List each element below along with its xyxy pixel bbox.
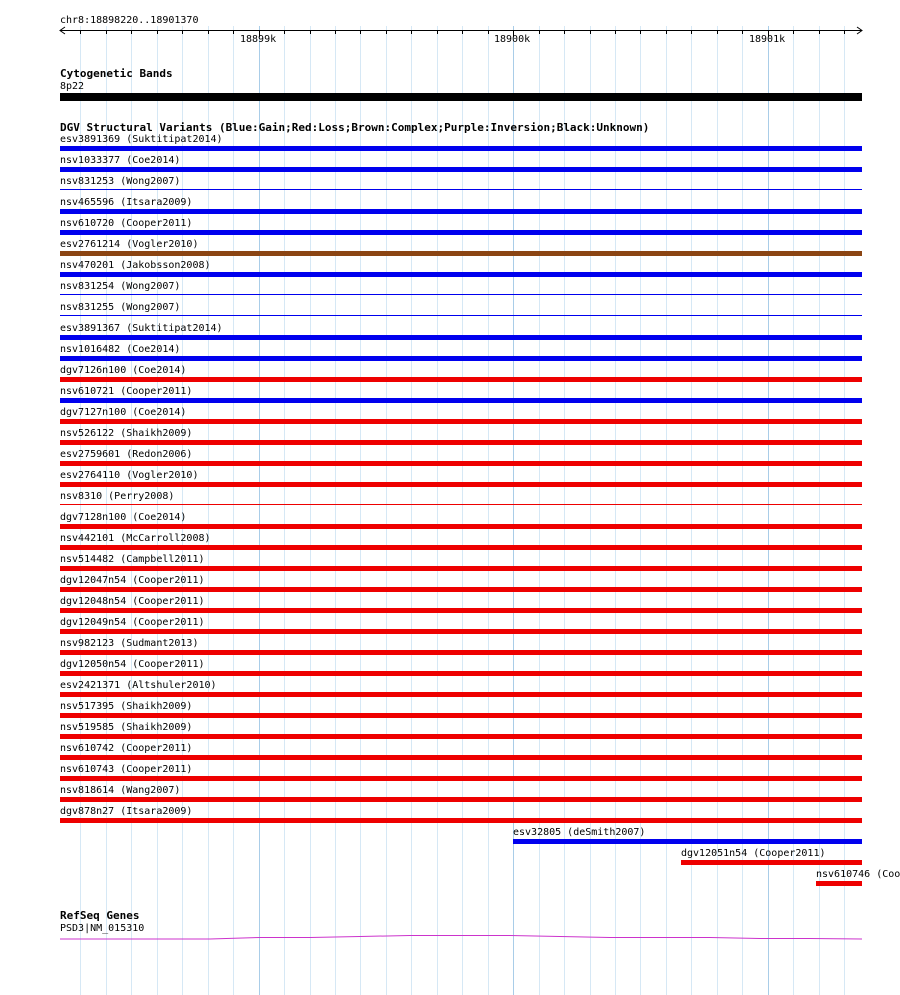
variant-bar[interactable] bbox=[60, 377, 862, 382]
variant-bar[interactable] bbox=[60, 482, 862, 487]
variant-bar[interactable] bbox=[60, 818, 862, 823]
location-label: chr8:18898220..18901370 bbox=[60, 15, 199, 26]
cytoband-label[interactable]: 8p22 bbox=[60, 81, 85, 92]
variant-label[interactable]: nsv526122 (Shaikh2009) bbox=[60, 428, 193, 439]
variant-label[interactable]: dgv12049n54 (Cooper2011) bbox=[60, 617, 205, 628]
variant-label[interactable]: nsv610743 (Cooper2011) bbox=[60, 764, 193, 775]
variant-bar[interactable] bbox=[60, 776, 862, 781]
variant-bar[interactable] bbox=[513, 839, 862, 844]
variant-bar[interactable] bbox=[60, 692, 862, 697]
variant-bar[interactable] bbox=[60, 419, 862, 424]
variant-bar[interactable] bbox=[60, 650, 862, 655]
variant-label[interactable]: esv2421371 (Altshuler2010) bbox=[60, 680, 217, 691]
variant-bar[interactable] bbox=[60, 315, 862, 316]
variant-bar[interactable] bbox=[60, 440, 862, 445]
refseq-track-title[interactable]: RefSeq Genes bbox=[60, 909, 140, 922]
variant-bar[interactable] bbox=[60, 230, 862, 235]
variant-bar[interactable] bbox=[681, 860, 862, 865]
variant-label[interactable]: nsv519585 (Shaikh2009) bbox=[60, 722, 193, 733]
variant-bar[interactable] bbox=[60, 251, 862, 256]
dgv-track-title[interactable]: DGV Structural Variants (Blue:Gain;Red:Loss;Brown:Complex;Purple:Inversion;Black:Unknown) bbox=[60, 121, 650, 134]
variant-label[interactable]: esv2761214 (Vogler2010) bbox=[60, 239, 199, 250]
variant-label[interactable]: nsv1016482 (Coe2014) bbox=[60, 344, 181, 355]
refseq-gene-label[interactable]: PSD3|NM_015310 bbox=[60, 923, 145, 934]
variant-bar[interactable] bbox=[60, 608, 862, 613]
cytoband-bar[interactable] bbox=[60, 93, 862, 101]
variant-label[interactable]: dgv12051n54 (Cooper2011) bbox=[681, 848, 826, 859]
variant-bar[interactable] bbox=[60, 755, 862, 760]
variant-bar[interactable] bbox=[60, 335, 862, 340]
ruler-tick-label: 18899k bbox=[240, 34, 277, 45]
variant-bar[interactable] bbox=[60, 398, 862, 403]
variant-label[interactable]: nsv831254 (Wong2007) bbox=[60, 281, 181, 292]
variant-label[interactable]: nsv517395 (Shaikh2009) bbox=[60, 701, 193, 712]
variant-bar[interactable] bbox=[60, 797, 862, 802]
variant-label[interactable]: nsv610746 (Coo bbox=[816, 869, 900, 880]
variant-label[interactable]: nsv982123 (Sudmant2013) bbox=[60, 638, 199, 649]
variant-bar[interactable] bbox=[60, 189, 862, 190]
variant-label[interactable]: nsv831253 (Wong2007) bbox=[60, 176, 181, 187]
variant-bar[interactable] bbox=[60, 566, 862, 571]
variant-bar[interactable] bbox=[60, 713, 862, 718]
variant-label[interactable]: nsv8310 (Perry2008) bbox=[60, 491, 175, 502]
variant-label[interactable]: esv3891367 (Suktitipat2014) bbox=[60, 323, 223, 334]
variant-label[interactable]: esv2759601 (Redon2006) bbox=[60, 449, 193, 460]
refseq-gene-line[interactable] bbox=[0, 930, 890, 944]
variant-label[interactable]: nsv818614 (Wang2007) bbox=[60, 785, 181, 796]
variant-label[interactable]: nsv610720 (Cooper2011) bbox=[60, 218, 193, 229]
variant-label[interactable]: nsv442101 (McCarroll2008) bbox=[60, 533, 211, 544]
variant-bar[interactable] bbox=[60, 524, 862, 529]
variant-label[interactable]: esv3891369 (Suktitipat2014) bbox=[60, 134, 223, 145]
variant-bar[interactable] bbox=[60, 146, 862, 151]
variant-bar[interactable] bbox=[60, 629, 862, 634]
variant-label[interactable]: dgv7128n100 (Coe2014) bbox=[60, 512, 187, 523]
variant-label[interactable]: dgv878n27 (Itsara2009) bbox=[60, 806, 193, 817]
variant-label[interactable]: dgv12050n54 (Cooper2011) bbox=[60, 659, 205, 670]
variant-label[interactable]: esv32805 (deSmith2007) bbox=[513, 827, 646, 838]
gene-intron-line bbox=[60, 936, 862, 940]
variant-bar[interactable] bbox=[60, 167, 862, 172]
variant-bar[interactable] bbox=[816, 881, 862, 886]
variant-bar[interactable] bbox=[60, 545, 862, 550]
variant-bar[interactable] bbox=[60, 504, 862, 505]
variant-label[interactable]: dgv12048n54 (Cooper2011) bbox=[60, 596, 205, 607]
variant-label[interactable]: nsv831255 (Wong2007) bbox=[60, 302, 181, 313]
cytoband-track-title[interactable]: Cytogenetic Bands bbox=[60, 67, 173, 80]
variant-bar[interactable] bbox=[60, 294, 862, 295]
ruler-tick-label: 18900k bbox=[494, 34, 531, 45]
variant-label[interactable]: nsv610721 (Cooper2011) bbox=[60, 386, 193, 397]
variant-bar[interactable] bbox=[60, 356, 862, 361]
variant-label[interactable]: dgv12047n54 (Cooper2011) bbox=[60, 575, 205, 586]
variant-label[interactable]: nsv610742 (Cooper2011) bbox=[60, 743, 193, 754]
variant-bar[interactable] bbox=[60, 272, 862, 277]
variant-label[interactable]: nsv514482 (Campbell2011) bbox=[60, 554, 205, 565]
variant-bar[interactable] bbox=[60, 209, 862, 214]
variant-bar[interactable] bbox=[60, 671, 862, 676]
variant-bar[interactable] bbox=[60, 587, 862, 592]
variant-label[interactable]: dgv7127n100 (Coe2014) bbox=[60, 407, 187, 418]
variant-label[interactable]: nsv1033377 (Coe2014) bbox=[60, 155, 181, 166]
variant-label[interactable]: nsv470201 (Jakobsson2008) bbox=[60, 260, 211, 271]
ruler-tick-label: 18901k bbox=[749, 34, 786, 45]
variant-label[interactable]: nsv465596 (Itsara2009) bbox=[60, 197, 193, 208]
variant-label[interactable]: esv2764110 (Vogler2010) bbox=[60, 470, 199, 481]
variant-label[interactable]: dgv7126n100 (Coe2014) bbox=[60, 365, 187, 376]
variant-bar[interactable] bbox=[60, 734, 862, 739]
variant-bar[interactable] bbox=[60, 461, 862, 466]
